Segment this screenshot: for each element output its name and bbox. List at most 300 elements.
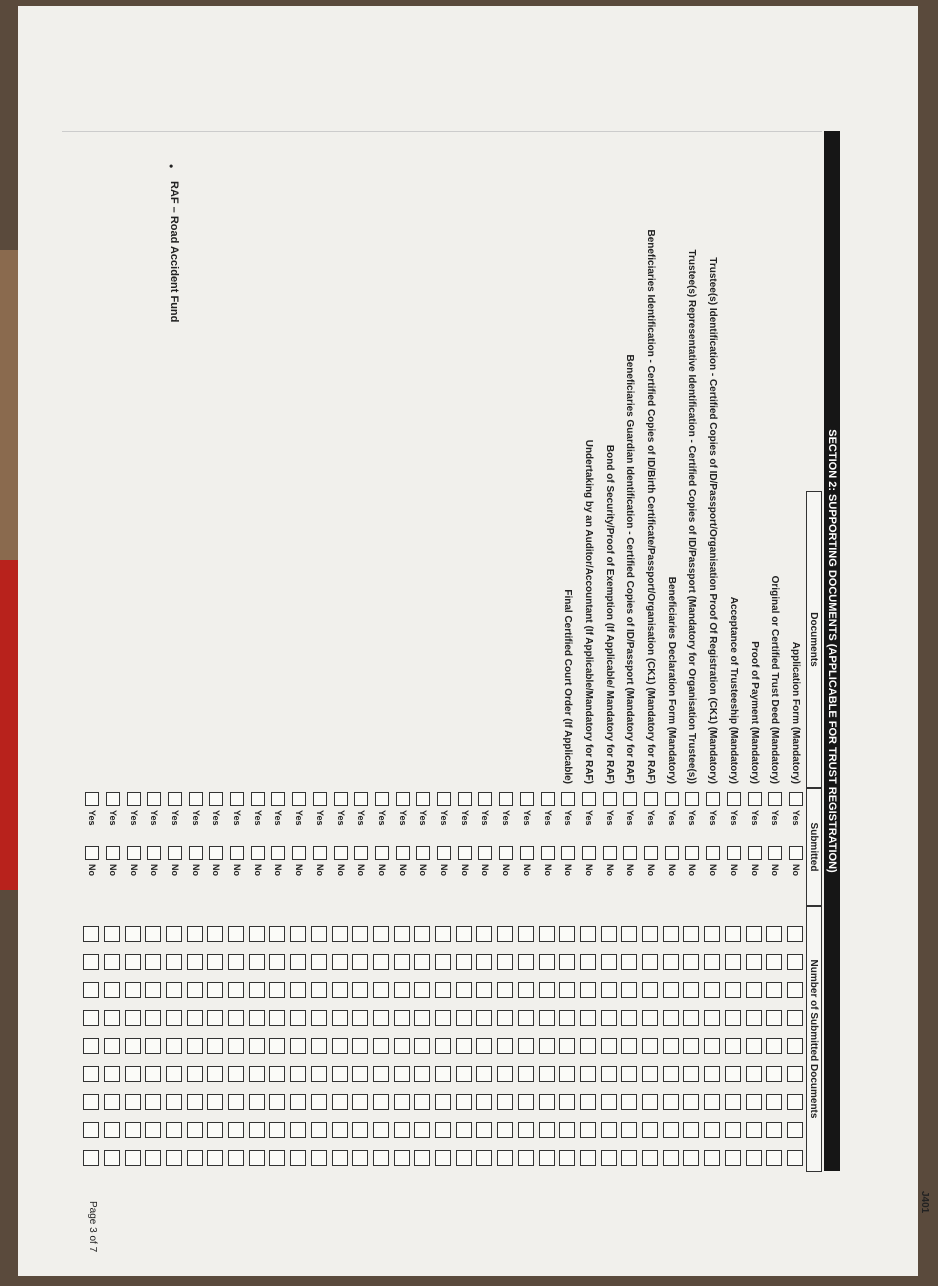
number-digit-box[interactable]	[249, 982, 265, 998]
number-digit-box[interactable]	[249, 1010, 265, 1026]
number-digit-box[interactable]	[270, 1122, 286, 1138]
number-digit-box[interactable]	[601, 954, 617, 970]
no-checkbox[interactable]	[499, 846, 513, 860]
number-digit-box[interactable]	[311, 1122, 327, 1138]
number-digit-box[interactable]	[104, 954, 120, 970]
number-digit-box[interactable]	[270, 1038, 286, 1054]
number-digit-box[interactable]	[684, 1066, 700, 1082]
number-digit-box[interactable]	[311, 982, 327, 998]
number-digit-box[interactable]	[559, 1150, 575, 1166]
yes-checkbox[interactable]	[665, 792, 679, 806]
number-digit-box[interactable]	[394, 1010, 410, 1026]
no-checkbox[interactable]	[106, 846, 120, 860]
number-digit-box[interactable]	[580, 1094, 596, 1110]
number-digit-box[interactable]	[373, 1094, 389, 1110]
number-digit-box[interactable]	[518, 1010, 534, 1026]
number-digit-box[interactable]	[477, 1010, 493, 1026]
number-digit-box[interactable]	[704, 926, 720, 942]
number-digit-box[interactable]	[477, 1150, 493, 1166]
number-digit-box[interactable]	[270, 954, 286, 970]
number-digit-box[interactable]	[270, 982, 286, 998]
number-digit-box[interactable]	[766, 954, 782, 970]
number-digit-box[interactable]	[207, 1122, 223, 1138]
number-digit-box[interactable]	[539, 1150, 555, 1166]
no-checkbox[interactable]	[292, 846, 306, 860]
number-digit-box[interactable]	[207, 1150, 223, 1166]
number-digit-box[interactable]	[104, 1150, 120, 1166]
number-digit-box[interactable]	[704, 1122, 720, 1138]
number-digit-box[interactable]	[414, 1010, 430, 1026]
yes-checkbox[interactable]	[313, 792, 327, 806]
number-digit-box[interactable]	[145, 954, 161, 970]
number-digit-box[interactable]	[766, 1150, 782, 1166]
number-digit-box[interactable]	[539, 1094, 555, 1110]
yes-checkbox[interactable]	[582, 792, 596, 806]
yes-checkbox[interactable]	[623, 792, 637, 806]
number-digit-box[interactable]	[621, 982, 637, 998]
no-checkbox[interactable]	[189, 846, 203, 860]
number-digit-box[interactable]	[228, 1122, 244, 1138]
number-digit-box[interactable]	[725, 1038, 741, 1054]
number-digit-box[interactable]	[187, 1094, 203, 1110]
yes-checkbox[interactable]	[272, 792, 286, 806]
number-digit-box[interactable]	[352, 926, 368, 942]
number-digit-box[interactable]	[725, 1150, 741, 1166]
number-digit-box[interactable]	[663, 1094, 679, 1110]
number-digit-box[interactable]	[539, 982, 555, 998]
number-digit-box[interactable]	[704, 1150, 720, 1166]
number-digit-box[interactable]	[125, 1094, 141, 1110]
no-checkbox[interactable]	[768, 846, 782, 860]
yes-checkbox[interactable]	[479, 792, 493, 806]
number-digit-box[interactable]	[746, 954, 762, 970]
number-digit-box[interactable]	[352, 1122, 368, 1138]
number-digit-box[interactable]	[83, 982, 99, 998]
number-digit-box[interactable]	[373, 1010, 389, 1026]
no-checkbox[interactable]	[147, 846, 161, 860]
no-checkbox[interactable]	[520, 846, 534, 860]
number-digit-box[interactable]	[456, 982, 472, 998]
no-checkbox[interactable]	[396, 846, 410, 860]
number-digit-box[interactable]	[539, 954, 555, 970]
number-digit-box[interactable]	[766, 982, 782, 998]
number-digit-box[interactable]	[580, 1150, 596, 1166]
number-digit-box[interactable]	[104, 926, 120, 942]
number-digit-box[interactable]	[83, 954, 99, 970]
number-digit-box[interactable]	[435, 1010, 451, 1026]
number-digit-box[interactable]	[104, 982, 120, 998]
number-digit-box[interactable]	[290, 1066, 306, 1082]
number-digit-box[interactable]	[580, 954, 596, 970]
number-digit-box[interactable]	[559, 1038, 575, 1054]
number-digit-box[interactable]	[787, 1122, 803, 1138]
number-digit-box[interactable]	[766, 1122, 782, 1138]
no-checkbox[interactable]	[209, 846, 223, 860]
number-digit-box[interactable]	[663, 1066, 679, 1082]
number-digit-box[interactable]	[145, 1066, 161, 1082]
number-digit-box[interactable]	[228, 1038, 244, 1054]
number-digit-box[interactable]	[704, 982, 720, 998]
number-digit-box[interactable]	[373, 1066, 389, 1082]
number-digit-box[interactable]	[518, 954, 534, 970]
number-digit-box[interactable]	[394, 1066, 410, 1082]
no-checkbox[interactable]	[644, 846, 658, 860]
number-digit-box[interactable]	[746, 1066, 762, 1082]
number-digit-box[interactable]	[145, 1094, 161, 1110]
no-checkbox[interactable]	[168, 846, 182, 860]
number-digit-box[interactable]	[621, 1150, 637, 1166]
number-digit-box[interactable]	[332, 1038, 348, 1054]
number-digit-box[interactable]	[83, 1010, 99, 1026]
number-digit-box[interactable]	[539, 1122, 555, 1138]
number-digit-box[interactable]	[187, 954, 203, 970]
number-digit-box[interactable]	[518, 982, 534, 998]
number-digit-box[interactable]	[373, 1038, 389, 1054]
number-digit-box[interactable]	[456, 926, 472, 942]
number-digit-box[interactable]	[746, 1094, 762, 1110]
no-checkbox[interactable]	[334, 846, 348, 860]
number-digit-box[interactable]	[725, 1094, 741, 1110]
no-checkbox[interactable]	[623, 846, 637, 860]
number-digit-box[interactable]	[621, 1122, 637, 1138]
number-digit-box[interactable]	[477, 1094, 493, 1110]
number-digit-box[interactable]	[394, 982, 410, 998]
yes-checkbox[interactable]	[354, 792, 368, 806]
number-digit-box[interactable]	[684, 1094, 700, 1110]
number-digit-box[interactable]	[477, 954, 493, 970]
number-digit-box[interactable]	[435, 926, 451, 942]
number-digit-box[interactable]	[414, 1038, 430, 1054]
number-digit-box[interactable]	[249, 1094, 265, 1110]
number-digit-box[interactable]	[352, 954, 368, 970]
no-checkbox[interactable]	[437, 846, 451, 860]
no-checkbox[interactable]	[727, 846, 741, 860]
number-digit-box[interactable]	[477, 1122, 493, 1138]
yes-checkbox[interactable]	[209, 792, 223, 806]
number-digit-box[interactable]	[601, 1066, 617, 1082]
no-checkbox[interactable]	[789, 846, 803, 860]
number-digit-box[interactable]	[663, 926, 679, 942]
number-digit-box[interactable]	[621, 1038, 637, 1054]
number-digit-box[interactable]	[477, 1066, 493, 1082]
number-digit-box[interactable]	[435, 954, 451, 970]
number-digit-box[interactable]	[332, 954, 348, 970]
number-digit-box[interactable]	[332, 1122, 348, 1138]
number-digit-box[interactable]	[125, 1150, 141, 1166]
number-digit-box[interactable]	[166, 926, 182, 942]
yes-checkbox[interactable]	[748, 792, 762, 806]
number-digit-box[interactable]	[166, 1150, 182, 1166]
yes-checkbox[interactable]	[603, 792, 617, 806]
number-digit-box[interactable]	[414, 1122, 430, 1138]
yes-checkbox[interactable]	[499, 792, 513, 806]
number-digit-box[interactable]	[787, 954, 803, 970]
number-digit-box[interactable]	[684, 926, 700, 942]
number-digit-box[interactable]	[207, 1010, 223, 1026]
number-digit-box[interactable]	[166, 1094, 182, 1110]
number-digit-box[interactable]	[766, 926, 782, 942]
number-digit-box[interactable]	[249, 1150, 265, 1166]
number-digit-box[interactable]	[290, 954, 306, 970]
number-digit-box[interactable]	[166, 982, 182, 998]
no-checkbox[interactable]	[706, 846, 720, 860]
number-digit-box[interactable]	[290, 1038, 306, 1054]
number-digit-box[interactable]	[332, 926, 348, 942]
yes-checkbox[interactable]	[168, 792, 182, 806]
number-digit-box[interactable]	[580, 1122, 596, 1138]
number-digit-box[interactable]	[539, 1038, 555, 1054]
number-digit-box[interactable]	[125, 1010, 141, 1026]
number-digit-box[interactable]	[601, 1038, 617, 1054]
number-digit-box[interactable]	[766, 1066, 782, 1082]
number-digit-box[interactable]	[187, 926, 203, 942]
number-digit-box[interactable]	[518, 926, 534, 942]
number-digit-box[interactable]	[642, 1038, 658, 1054]
number-digit-box[interactable]	[207, 1038, 223, 1054]
number-digit-box[interactable]	[621, 1066, 637, 1082]
number-digit-box[interactable]	[559, 1122, 575, 1138]
number-digit-box[interactable]	[787, 982, 803, 998]
number-digit-box[interactable]	[394, 1094, 410, 1110]
no-checkbox[interactable]	[375, 846, 389, 860]
number-digit-box[interactable]	[766, 1010, 782, 1026]
number-digit-box[interactable]	[477, 1038, 493, 1054]
number-digit-box[interactable]	[642, 982, 658, 998]
number-digit-box[interactable]	[787, 1094, 803, 1110]
number-digit-box[interactable]	[601, 982, 617, 998]
number-digit-box[interactable]	[435, 1094, 451, 1110]
number-digit-box[interactable]	[456, 1150, 472, 1166]
number-digit-box[interactable]	[559, 1010, 575, 1026]
no-checkbox[interactable]	[127, 846, 141, 860]
number-digit-box[interactable]	[414, 982, 430, 998]
number-digit-box[interactable]	[787, 926, 803, 942]
number-digit-box[interactable]	[290, 926, 306, 942]
number-digit-box[interactable]	[539, 1066, 555, 1082]
number-digit-box[interactable]	[456, 1122, 472, 1138]
number-digit-box[interactable]	[125, 1038, 141, 1054]
number-digit-box[interactable]	[125, 926, 141, 942]
number-digit-box[interactable]	[601, 1094, 617, 1110]
number-digit-box[interactable]	[270, 1150, 286, 1166]
yes-checkbox[interactable]	[106, 792, 120, 806]
number-digit-box[interactable]	[684, 1122, 700, 1138]
number-digit-box[interactable]	[332, 1094, 348, 1110]
number-digit-box[interactable]	[621, 1010, 637, 1026]
yes-checkbox[interactable]	[437, 792, 451, 806]
no-checkbox[interactable]	[458, 846, 472, 860]
number-digit-box[interactable]	[394, 954, 410, 970]
number-digit-box[interactable]	[125, 1122, 141, 1138]
number-digit-box[interactable]	[83, 1150, 99, 1166]
number-digit-box[interactable]	[414, 1066, 430, 1082]
number-digit-box[interactable]	[601, 926, 617, 942]
number-digit-box[interactable]	[621, 926, 637, 942]
number-digit-box[interactable]	[352, 1010, 368, 1026]
number-digit-box[interactable]	[207, 982, 223, 998]
number-digit-box[interactable]	[187, 1066, 203, 1082]
number-digit-box[interactable]	[642, 954, 658, 970]
number-digit-box[interactable]	[456, 1066, 472, 1082]
number-digit-box[interactable]	[228, 982, 244, 998]
number-digit-box[interactable]	[456, 954, 472, 970]
yes-checkbox[interactable]	[458, 792, 472, 806]
number-digit-box[interactable]	[83, 1066, 99, 1082]
number-digit-box[interactable]	[518, 1094, 534, 1110]
number-digit-box[interactable]	[373, 1150, 389, 1166]
number-digit-box[interactable]	[290, 1122, 306, 1138]
number-digit-box[interactable]	[725, 926, 741, 942]
number-digit-box[interactable]	[352, 1038, 368, 1054]
number-digit-box[interactable]	[352, 1094, 368, 1110]
number-digit-box[interactable]	[187, 982, 203, 998]
yes-checkbox[interactable]	[727, 792, 741, 806]
number-digit-box[interactable]	[311, 1150, 327, 1166]
number-digit-box[interactable]	[249, 1122, 265, 1138]
number-digit-box[interactable]	[684, 982, 700, 998]
number-digit-box[interactable]	[684, 1038, 700, 1054]
number-digit-box[interactable]	[228, 1010, 244, 1026]
number-digit-box[interactable]	[642, 1010, 658, 1026]
number-digit-box[interactable]	[145, 1150, 161, 1166]
number-digit-box[interactable]	[187, 1038, 203, 1054]
number-digit-box[interactable]	[601, 1122, 617, 1138]
number-digit-box[interactable]	[663, 1010, 679, 1026]
number-digit-box[interactable]	[580, 982, 596, 998]
number-digit-box[interactable]	[704, 1066, 720, 1082]
number-digit-box[interactable]	[104, 1038, 120, 1054]
number-digit-box[interactable]	[311, 1094, 327, 1110]
number-digit-box[interactable]	[311, 954, 327, 970]
yes-checkbox[interactable]	[416, 792, 430, 806]
no-checkbox[interactable]	[603, 846, 617, 860]
number-digit-box[interactable]	[352, 1150, 368, 1166]
number-digit-box[interactable]	[642, 1150, 658, 1166]
number-digit-box[interactable]	[270, 1066, 286, 1082]
number-digit-box[interactable]	[311, 1010, 327, 1026]
yes-checkbox[interactable]	[147, 792, 161, 806]
number-digit-box[interactable]	[311, 1038, 327, 1054]
number-digit-box[interactable]	[145, 1010, 161, 1026]
number-digit-box[interactable]	[497, 1122, 513, 1138]
number-digit-box[interactable]	[642, 1066, 658, 1082]
number-digit-box[interactable]	[166, 1010, 182, 1026]
number-digit-box[interactable]	[311, 926, 327, 942]
number-digit-box[interactable]	[725, 1122, 741, 1138]
number-digit-box[interactable]	[414, 1150, 430, 1166]
number-digit-box[interactable]	[663, 1122, 679, 1138]
number-digit-box[interactable]	[580, 1038, 596, 1054]
yes-checkbox[interactable]	[375, 792, 389, 806]
number-digit-box[interactable]	[83, 1122, 99, 1138]
yes-checkbox[interactable]	[768, 792, 782, 806]
number-digit-box[interactable]	[166, 954, 182, 970]
no-checkbox[interactable]	[541, 846, 555, 860]
number-digit-box[interactable]	[145, 1038, 161, 1054]
number-digit-box[interactable]	[373, 954, 389, 970]
number-digit-box[interactable]	[497, 926, 513, 942]
number-digit-box[interactable]	[725, 1010, 741, 1026]
no-checkbox[interactable]	[354, 846, 368, 860]
number-digit-box[interactable]	[166, 1038, 182, 1054]
yes-checkbox[interactable]	[541, 792, 555, 806]
yes-checkbox[interactable]	[561, 792, 575, 806]
number-digit-box[interactable]	[125, 954, 141, 970]
number-digit-box[interactable]	[766, 1038, 782, 1054]
number-digit-box[interactable]	[435, 982, 451, 998]
number-digit-box[interactable]	[228, 1066, 244, 1082]
yes-checkbox[interactable]	[396, 792, 410, 806]
number-digit-box[interactable]	[394, 1122, 410, 1138]
number-digit-box[interactable]	[435, 1122, 451, 1138]
number-digit-box[interactable]	[104, 1122, 120, 1138]
number-digit-box[interactable]	[497, 1094, 513, 1110]
number-digit-box[interactable]	[497, 1066, 513, 1082]
number-digit-box[interactable]	[559, 1094, 575, 1110]
number-digit-box[interactable]	[125, 982, 141, 998]
number-digit-box[interactable]	[414, 926, 430, 942]
number-digit-box[interactable]	[249, 1066, 265, 1082]
number-digit-box[interactable]	[414, 954, 430, 970]
number-digit-box[interactable]	[539, 1010, 555, 1026]
no-checkbox[interactable]	[85, 846, 99, 860]
number-digit-box[interactable]	[497, 982, 513, 998]
number-digit-box[interactable]	[207, 954, 223, 970]
number-digit-box[interactable]	[704, 1010, 720, 1026]
number-digit-box[interactable]	[746, 982, 762, 998]
number-digit-box[interactable]	[104, 1066, 120, 1082]
number-digit-box[interactable]	[580, 926, 596, 942]
number-digit-box[interactable]	[394, 1038, 410, 1054]
number-digit-box[interactable]	[456, 1094, 472, 1110]
number-digit-box[interactable]	[497, 1150, 513, 1166]
number-digit-box[interactable]	[373, 926, 389, 942]
number-digit-box[interactable]	[228, 1150, 244, 1166]
number-digit-box[interactable]	[394, 926, 410, 942]
number-digit-box[interactable]	[249, 1038, 265, 1054]
number-digit-box[interactable]	[187, 1150, 203, 1166]
number-digit-box[interactable]	[270, 926, 286, 942]
number-digit-box[interactable]	[497, 954, 513, 970]
number-digit-box[interactable]	[746, 1038, 762, 1054]
number-digit-box[interactable]	[207, 1066, 223, 1082]
number-digit-box[interactable]	[456, 1010, 472, 1026]
number-digit-box[interactable]	[394, 1150, 410, 1166]
number-digit-box[interactable]	[684, 1150, 700, 1166]
number-digit-box[interactable]	[621, 954, 637, 970]
no-checkbox[interactable]	[272, 846, 286, 860]
number-digit-box[interactable]	[187, 1010, 203, 1026]
no-checkbox[interactable]	[748, 846, 762, 860]
number-digit-box[interactable]	[166, 1122, 182, 1138]
number-digit-box[interactable]	[290, 1150, 306, 1166]
number-digit-box[interactable]	[477, 982, 493, 998]
number-digit-box[interactable]	[746, 1122, 762, 1138]
number-digit-box[interactable]	[249, 954, 265, 970]
number-digit-box[interactable]	[83, 926, 99, 942]
number-digit-box[interactable]	[621, 1094, 637, 1110]
number-digit-box[interactable]	[145, 1122, 161, 1138]
number-digit-box[interactable]	[725, 954, 741, 970]
number-digit-box[interactable]	[125, 1066, 141, 1082]
yes-checkbox[interactable]	[706, 792, 720, 806]
number-digit-box[interactable]	[580, 1066, 596, 1082]
number-digit-box[interactable]	[518, 1066, 534, 1082]
number-digit-box[interactable]	[83, 1094, 99, 1110]
number-digit-box[interactable]	[684, 954, 700, 970]
number-digit-box[interactable]	[207, 926, 223, 942]
number-digit-box[interactable]	[207, 1094, 223, 1110]
